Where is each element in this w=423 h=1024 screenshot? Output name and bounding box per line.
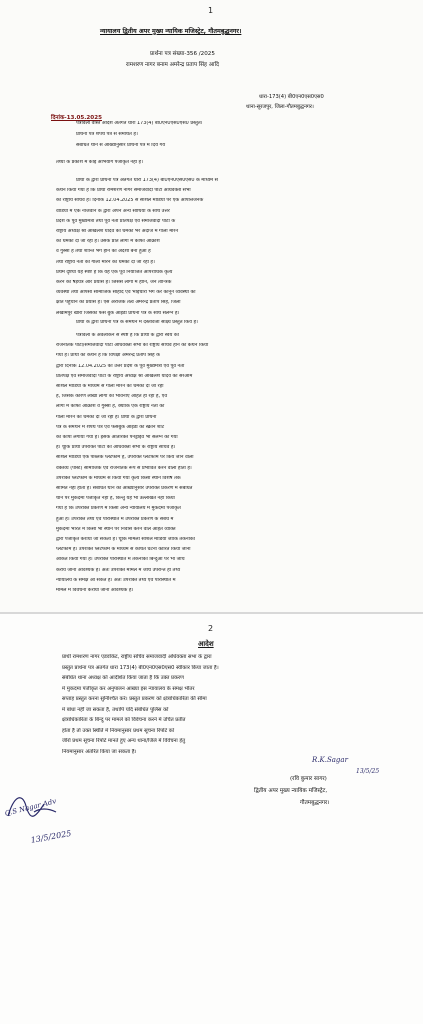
text-line: सोशल मीडिया के माध्यम से गोली मारने की धमकी दी जा रही <box>56 384 164 389</box>
text-line: गया है कि उपरोक्त प्रकरण में किसी अन्य न्यायालय में मुकदमा पंजीकृत <box>56 506 181 512</box>
application-number: प्रार्थना पत्र संख्या-356 /2025 <box>150 51 215 57</box>
text-line: में मुकदमा पंजीकृत कर अनुपालन आख्या इस न्यायालय के समक्ष भीतर <box>62 685 195 692</box>
text-line: जीरो प्रथम सूचना रिपोर्ट मानते हुए अन्य थाना/जिले में विवेचना हेतु <box>62 738 186 744</box>
text-line: अंकित किया गया है। उपरोक्त परिस्थिति में तकनीकी बिन्दुओं पर भी जांच <box>56 557 185 563</box>
text-line: हुआ है। उपरोक्त तथ्य एवं परिस्थिति में उपरोक्त प्रकरण के संबंध में <box>56 516 174 522</box>
text-line: क्षेत्राधिकारिता के बिन्दु पर मामले को विवेचना करने में उचित प्रतीत <box>62 717 186 723</box>
text-line: कथन किया गया है कि प्रार्थी रामशरण नागर समाजवादी पार्टी अधिवक्ता सभा <box>56 188 191 194</box>
text-line: प्रस्तुत प्रार्थना पत्र अंतर्गत धारा 173(4) बी0एन0एस0एस0 स्वीकार किया जाता है। <box>62 664 219 671</box>
page-number: 1 <box>208 6 214 15</box>
text-line: व्यवस्था तथा आपसी सामाजिक सौहार्द एवं भाईचारा भंग कर कानून व्यवस्था को <box>56 290 196 296</box>
text-line: द्वारा पंजीकृत कराया जा सकता है। चूंकि मामला सोशल मीडिया जोकि तकनीकी <box>56 537 195 542</box>
text-line: की धमकी दी जा रही है। उसके प्रति लोगों में काफी आक्रोश <box>56 239 160 245</box>
police-station: थाना-सूरजपुर, जिला-गौतमबुद्धनगर। <box>246 104 314 110</box>
text-line: राष्ट्रीय अध्यक्ष श्री अखिलेश यादव को धमकी भरे अंदाज में गोली मारने <box>56 229 179 234</box>
text-line: प्रतिपक्ष एवं समाजवादी पार्टी के राष्ट्रीय अध्यक्ष श्री अखिलेश यादव को सरेआम <box>56 373 193 379</box>
text-line: करने का षड़यंत्र और प्रयास है। जिससे लोगों में हानि, जन तान्त्रिक <box>56 280 172 285</box>
margin-note-line-1: Q.S Nagar Adv <box>4 797 58 818</box>
text-line: संबंधित थाना अध्यक्ष को आदेशित किया जाता है कि उक्त प्रकरण <box>62 675 184 681</box>
text-line: मामले में विवेचना कराया जाना आवश्यक है। <box>56 588 134 593</box>
text-line: लोगों में काफी आक्रोश व गुस्सा है, क्योंकि एक राष्ट्रीय नेता को <box>56 404 165 410</box>
text-line: न्यायालय के समक्ष आ सकते हैं। अतः उपरोक्त तथ्य एवं परिस्थिति में <box>56 577 176 583</box>
text-line: राजनैतिक पार्टी/समाजवादी पार्टी अधिवक्ता सभा का राष्ट्रीय सचिव होने का कथन किया <box>56 343 209 349</box>
order-heading: आदेश <box>198 640 214 648</box>
judge-handwritten-signature: R.K.Sagar <box>312 756 348 764</box>
case-parties: रामशरण नागर बनाम अमरेन्द्र प्रताप सिंह आदि <box>126 62 219 68</box>
text-line: है, जिसके कारण लाखों लोगों की भावनाएं आहत हो रही है, एवं <box>56 394 168 400</box>
judge-designation: द्वितीय अपर मुख्य न्यायिक मजिस्ट्रेट, <box>254 788 328 794</box>
text-line: मुकदमा भारत में किसी भी स्थान पर निवास करने वाले आहत व्यक्ति <box>56 526 176 532</box>
text-line: प्रथम दृष्टया यह स्पष्ट है कि यह एक पूर्व नियोजित आपराधिक कृत्य <box>56 269 173 275</box>
text-line: होता है तो उक्त स्थिति में नियमानुसार प्रथम सूचना रिपोर्ट को <box>62 727 175 734</box>
text-line: क्षति पहुँचाने का प्रयास है। ऐसे अराजक तत्व अमरेन्द्र प्रताप सिंह, जिला <box>56 300 181 306</box>
text-line: उपरोक्त प्लेटफार्म के माध्यम से किया गया कृत्य किसी स्थान विशेष तक <box>56 475 181 481</box>
judge-handwritten-date: 13/5/25 <box>356 768 380 775</box>
text-line: नियमानुसार अंतरित किया जा सकता है। <box>62 748 137 755</box>
text-line: पत्र के समर्थन में शपथ पत्र एवं फेसबुक आईडी का स्क्रीन शॉट <box>56 424 165 430</box>
text-line: संबंधित थाने से आख्यानुसार प्रार्थना पत्र में दिये गये <box>76 143 166 148</box>
judge-place: गौतमबुद्धनगर। <box>300 800 330 806</box>
text-line: है। चूंकि प्रार्थी उपरोक्त पार्टी की अधिवक्ता सभा के राष्ट्रीय सचिव है। <box>56 445 176 451</box>
text-line: व गुस्सा है तथा शान्ति भंग होने का अंदेशा बना हुआ है <box>56 249 151 255</box>
text-line: प्रार्थी के द्वारा प्रार्थना पत्र अंतर्गत धारा 173(4) बी0एन0एस0एस0 के माध्यम से <box>76 178 218 183</box>
text-line: वीडियो में एक नौजवान के द्वारा अपने अन्य साथियों के साथ उत्तर <box>56 208 170 214</box>
text-line: सोशल मीडिया एक पब्लिक प्लेटफार्म है, उपरोक्त प्लेटफार्म पर किये जाने वाला <box>56 455 194 461</box>
text-line: थाने पर मुकदमा पंजीकृत नहीं है, किन्तु यह भी उल्लेखित नहीं किया <box>56 496 175 502</box>
judge-name: (रवि कुमार सागर) <box>290 776 327 782</box>
text-line: कराये जानी आवश्यक है। अतः उपरोक्त मामले में जांच उपरान्त ही तथ्य <box>56 567 181 573</box>
text-line: तथ्यों के प्रकाश में कोई अभियोग पंजीकृत नहीं है। <box>56 160 143 165</box>
text-line: सप्ताह प्रस्तुत करना सुनिश्चित करें। प्रस्तुत प्रकरण को क्षेत्राधिकारिता की सीमा <box>62 696 207 702</box>
text-line: का राष्ट्रीय सचिव है। दिनांक 12.04.2025 से सोशल मीडिया पर एक आपत्तिजनक <box>56 198 204 204</box>
margin-note-line-2: 13/5/2025 <box>30 828 72 845</box>
court-title: न्यायालय द्वितीय अपर मुख्य न्यायिक मजिस्ट्रेट, गौतमबुद्धनगर। <box>100 28 242 35</box>
page-number: 2 <box>208 624 214 633</box>
paragraph: पत्रावली वास्ते आदेश अंतर्गत धारा 173(4) बी0एन0एस0एस0 प्रस्तुत। <box>76 121 203 126</box>
paragraph: प्रार्थी के द्वारा प्रार्थना पत्र के समर्थन में दस्तावेजी साक्ष्य प्रस्तुत किये है। <box>76 320 198 325</box>
text-line: सीमित नहीं होता है। संबंधित थाने की आख्यानुसार उपरोक्त प्रकरण में संबंधित <box>56 486 193 491</box>
text-line: प्लेटफार्म है। उपरोक्त प्लेटफार्म के माध्यम से कथित घटना कारित किया जाना <box>56 547 191 553</box>
document-page-2 <box>0 614 423 1024</box>
text-line: वक्तव्य (पोस्ट) सामाजिक एवं राजनैतिक रूप से प्रभावित करने वाला होता है। <box>56 465 192 471</box>
text-line: पत्रावली के अवलोकन से स्पष्ट है कि प्रार्थी के द्वारा स्वयं को <box>76 333 179 338</box>
text-line: गया है। प्रार्थी का कथन है कि विपक्षी अमरेन्द्र प्रताप सिंह के <box>56 353 160 359</box>
section-reference: धारा-173(4) बी0एन0एस0एस0 <box>259 94 324 100</box>
text-line: लखीमपुर खीरी जिसकी फेस बुक आईडी प्रार्थना पत्र के साथ संलग्न है। <box>56 310 180 316</box>
text-line: में बांधा नहीं जा सकता है, तथापि यदि संबंधित पुलिस को <box>62 706 169 713</box>
text-line: प्रार्थी रामशरण नागर एडवोकेट, राष्ट्रीय सचिव समाजवादी अधिवक्ता सभा के द्वारा <box>62 654 212 660</box>
text-line: की कापी लगायी गयी है। इसके अतिरिक्त पेनड्राईव भी संलग्न की गयी <box>56 435 178 440</box>
order-date: दिनांक-13.05.2025 <box>51 115 102 121</box>
text-line: द्वारा दिनांक 12.04.2025 को उत्तर प्रदेश के पूर्व मुख्यमंत्री एवं पूर्व नेता <box>56 363 185 369</box>
text-line: प्रदेश के पूर्व मुख्यमंत्री तथा पूर्व नेता प्रतिपक्ष एवं समाजवादी पार्टी के <box>56 218 176 224</box>
text-line: तथा राष्ट्रीय नेता को गोली मारने की धमकी दी जा रही है। <box>56 259 155 265</box>
text-line: गोली मारने की धमकी दी जा रही है। प्रार्थी के द्वारा प्रार्थना <box>56 414 157 420</box>
paragraph: प्रार्थना पत्र शपथ पत्र से समर्थित है। <box>76 132 138 137</box>
